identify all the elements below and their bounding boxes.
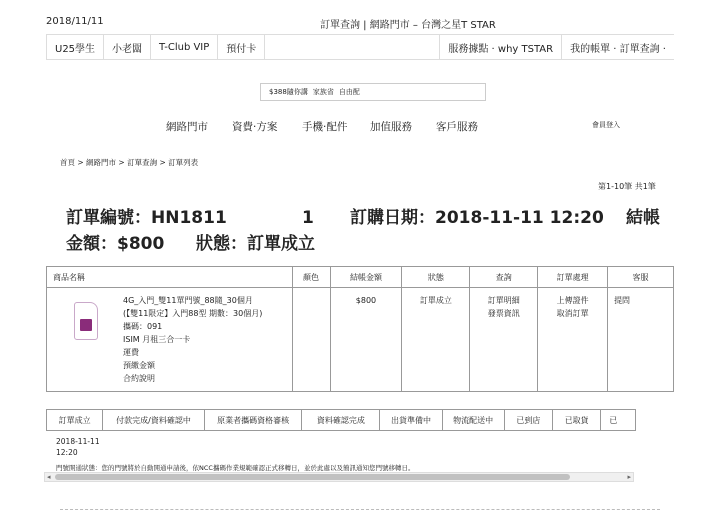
cancel-order-link[interactable]: 取消訂單 [556, 309, 589, 318]
table-row [47, 288, 674, 392]
order-date: 訂購日期：2018-11-11 12:20 [350, 208, 604, 228]
status-cell: 訂單成立 [402, 288, 470, 392]
search-bar[interactable] [260, 83, 486, 101]
header-status: 狀態 [402, 267, 470, 288]
product-prepay: 預繳金額 [123, 361, 155, 370]
process-cell [538, 288, 608, 392]
step-preparing-shipment: 出貨準備中 [380, 410, 442, 430]
top-nav [46, 34, 674, 60]
order-status: 狀態：訂單成立 [196, 234, 315, 254]
order-number: 訂單編號：HN1811 [66, 208, 227, 228]
topnav-tclub[interactable]: T-Club VIP [151, 35, 218, 59]
amount-cell: $800 [330, 288, 402, 392]
product-shipping: 運費 [123, 348, 139, 357]
step-time: 12:20 [56, 448, 78, 457]
search-tag-free[interactable]: 自由配 [338, 88, 360, 96]
invoice-info-link[interactable]: 發票資訊 [487, 309, 520, 318]
scroll-left-icon[interactable]: ◂ [47, 473, 51, 481]
product-plan: (【雙11限定】入門88型 期數：30個月) [123, 309, 263, 318]
mainnav-online-store[interactable]: 網路門市 [166, 121, 208, 133]
step-date: 2018-11-11 [56, 437, 100, 446]
order-amount: 金額：$800 [66, 234, 165, 254]
scroll-right-icon[interactable]: ▸ [627, 473, 631, 481]
step-in-delivery: 物流配送中 [443, 410, 505, 430]
order-header [66, 205, 686, 257]
mainnav-value-added[interactable]: 加值服務 [370, 121, 412, 133]
step-order-created: 訂單成立 [47, 410, 103, 430]
product-cell [47, 288, 293, 392]
breadcrumb[interactable]: 首頁 > 網路門市 > 訂單查詢 > 訂單列表 [60, 158, 199, 167]
print-header [0, 14, 720, 30]
product-details [123, 294, 262, 385]
header-amount: 結帳金額 [330, 267, 402, 288]
step-arrived-store: 已到店 [505, 410, 553, 430]
step-timestamp [56, 436, 100, 458]
product-sim: ISIM 月租三合一卡 [123, 335, 191, 344]
topnav-boss[interactable]: 小老闆 [104, 35, 151, 59]
product-name: 4G_入門_雙11單門號_88隨_30個月 [123, 296, 253, 305]
header-process: 訂單處理 [538, 267, 608, 288]
login-link[interactable]: 會員登入 [592, 121, 620, 129]
order-table [46, 266, 674, 392]
order-number-tail: 1 [302, 208, 314, 228]
print-title: 訂單查詢 | 網路門市 – 台灣之星T STAR [320, 20, 496, 31]
color-cell [292, 288, 330, 392]
sim-card-icon [74, 302, 98, 340]
sim-chip-icon [80, 319, 92, 331]
order-progress-steps [46, 409, 636, 431]
step-carrier-review: 原業者攜碼資格審核 [205, 410, 303, 430]
step-truncated: 已 [609, 415, 618, 425]
order-detail-link[interactable]: 訂單明細 [487, 296, 520, 305]
contract-link[interactable]: 合約說明 [123, 374, 155, 383]
header-product: 商品名稱 [47, 267, 293, 288]
header-query: 查詢 [470, 267, 538, 288]
page-divider [60, 509, 660, 510]
topnav-service-points[interactable]: 服務據點 · why TSTAR [439, 35, 562, 59]
mainnav-plans[interactable]: 資費·方案 [232, 121, 278, 133]
topnav-u25[interactable]: U25學生 [46, 35, 104, 59]
topnav-prepaid[interactable]: 預付卡 [218, 35, 265, 59]
activation-notice: 門號開通狀態：您的門號將於自動開通申請後，依NCC攜碼作業規範確認正式移轉日，並於此處以及簡訊通知您門號移轉日。 [56, 464, 415, 472]
header-color: 顏色 [292, 267, 330, 288]
mainnav-customer-service[interactable]: 客戶服務 [436, 121, 478, 133]
topnav-my-bill[interactable]: 我的帳單 · 訂單查詢 · [570, 43, 666, 55]
print-date: 2018/11/11 [46, 16, 104, 27]
query-cell [470, 288, 538, 392]
mainnav-phones[interactable]: 手機·配件 [302, 121, 348, 133]
step-payment-complete: 付款完成/資料確認中 [103, 410, 205, 430]
search-tag-family[interactable]: 家族省 [312, 88, 334, 96]
table-header-row [47, 267, 674, 288]
step-picked-up: 已取貨 [553, 410, 601, 430]
header-service: 客服 [608, 267, 674, 288]
horizontal-scrollbar[interactable] [44, 472, 634, 482]
step-data-confirmed: 資料確認完成 [302, 410, 380, 430]
ask-question-link[interactable]: 提問 [614, 296, 631, 305]
search-tag-388[interactable]: $388隨你講 [269, 88, 308, 96]
paging-info: 第1-10筆 共1筆 [598, 182, 656, 191]
checkout-label: 結帳 [626, 208, 660, 228]
service-cell [608, 288, 674, 392]
product-port-number: 攜碼：091 [123, 322, 163, 331]
scroll-thumb[interactable] [55, 474, 570, 480]
upload-id-link[interactable]: 上傳證件 [556, 296, 589, 305]
